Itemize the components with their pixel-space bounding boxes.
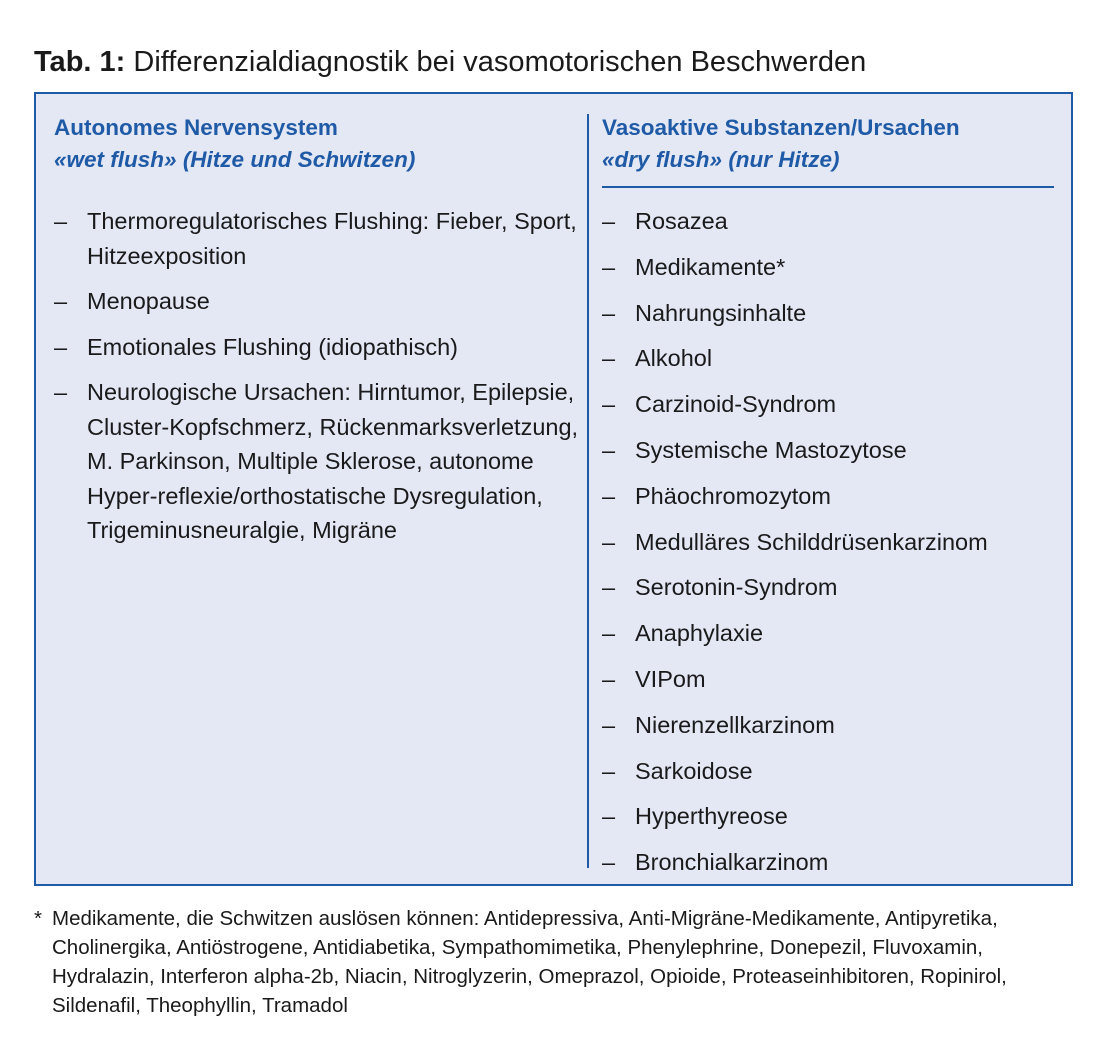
heading-title: Vasoaktive Substanzen/Ursachen <box>602 115 960 140</box>
list-vasoactive <box>602 204 1062 891</box>
column-divider <box>587 114 589 868</box>
footnote-marker: * <box>34 907 42 930</box>
list-item: – Sarkoidose <box>602 757 753 784</box>
table-title: Differenzialdiagnostik bei vasomotorischen Beschwerden <box>133 46 867 78</box>
list-item: – Phäochromozytom <box>602 482 831 509</box>
list-item: – Nahrungsinhalte <box>602 299 807 326</box>
list-item: – Systemische Mastozytose <box>602 436 907 463</box>
list-item: – Carzinoid-Syndrom <box>602 391 837 418</box>
footnote <box>34 904 1074 1020</box>
table-caption <box>34 44 866 80</box>
list-item: – Serotonin-Syndrom <box>602 574 838 601</box>
list-item: – Emotionales Flushing (idiopathisch) <box>54 333 458 360</box>
heading-title: Autonomes Nervensystem <box>54 115 338 140</box>
list-item: – VIPom <box>602 665 706 692</box>
list-item: – Alkohol <box>602 345 713 372</box>
list-item: – Nierenzellkarzinom <box>602 711 835 738</box>
list-item: – Medikamente* <box>602 253 786 280</box>
footnote-text: Medikamente, die Schwitzen auslösen können: Antidepressiva, Anti-Migräne-Medikamente, Antipyretika, Cholinergika, Antiöstrogene, Antidiabetika, Sympathomimetika, Phenylephrine, Donepezil, Fluvoxamin, Hydralazin, Interferon alpha-2b, Niacin, Nitroglyzerin, Omeprazol, Opioide, Proteaseinhibitoren, Ropinirol, Sildenafil, Theophyllin, Tramadol <box>52 907 1007 1017</box>
list-item: – Bronchialkarzinom <box>602 849 829 876</box>
column-heading-autonomic <box>54 112 415 176</box>
list-item: – Anaphylaxie <box>602 620 764 647</box>
list-item: – Medulläres Schilddrüsenkarzinom <box>602 528 988 555</box>
list-item: – Hyperthyreose <box>602 803 788 830</box>
list-item: – Rosazea <box>602 208 728 234</box>
list-item: – Menopause <box>54 288 210 314</box>
diagnosis-table <box>34 92 1073 886</box>
heading-subtitle: «dry flush» (nur Hitze) <box>602 147 840 172</box>
column-heading-vasoactive <box>602 112 960 176</box>
heading-rule <box>602 186 1054 188</box>
table-number: Tab. 1: <box>34 46 126 78</box>
heading-subtitle: «wet flush» (Hitze und Schwitzen) <box>54 147 416 172</box>
list-item: – Thermoregulatorisches Flushing: Fieber, Sport, Hitzeexposition <box>54 208 577 269</box>
list-autonomic <box>54 204 579 559</box>
list-item: – Neurologische Ursachen: Hirntumor, Epilepsie, Cluster-Kopfschmerz, Rückenmarksverletzung, M. Parkinson, Multiple Sklerose, autonome Hyper-reflexie/orthostatische Dysregulation, Trigeminusneuralgie, Migräne <box>54 379 579 543</box>
